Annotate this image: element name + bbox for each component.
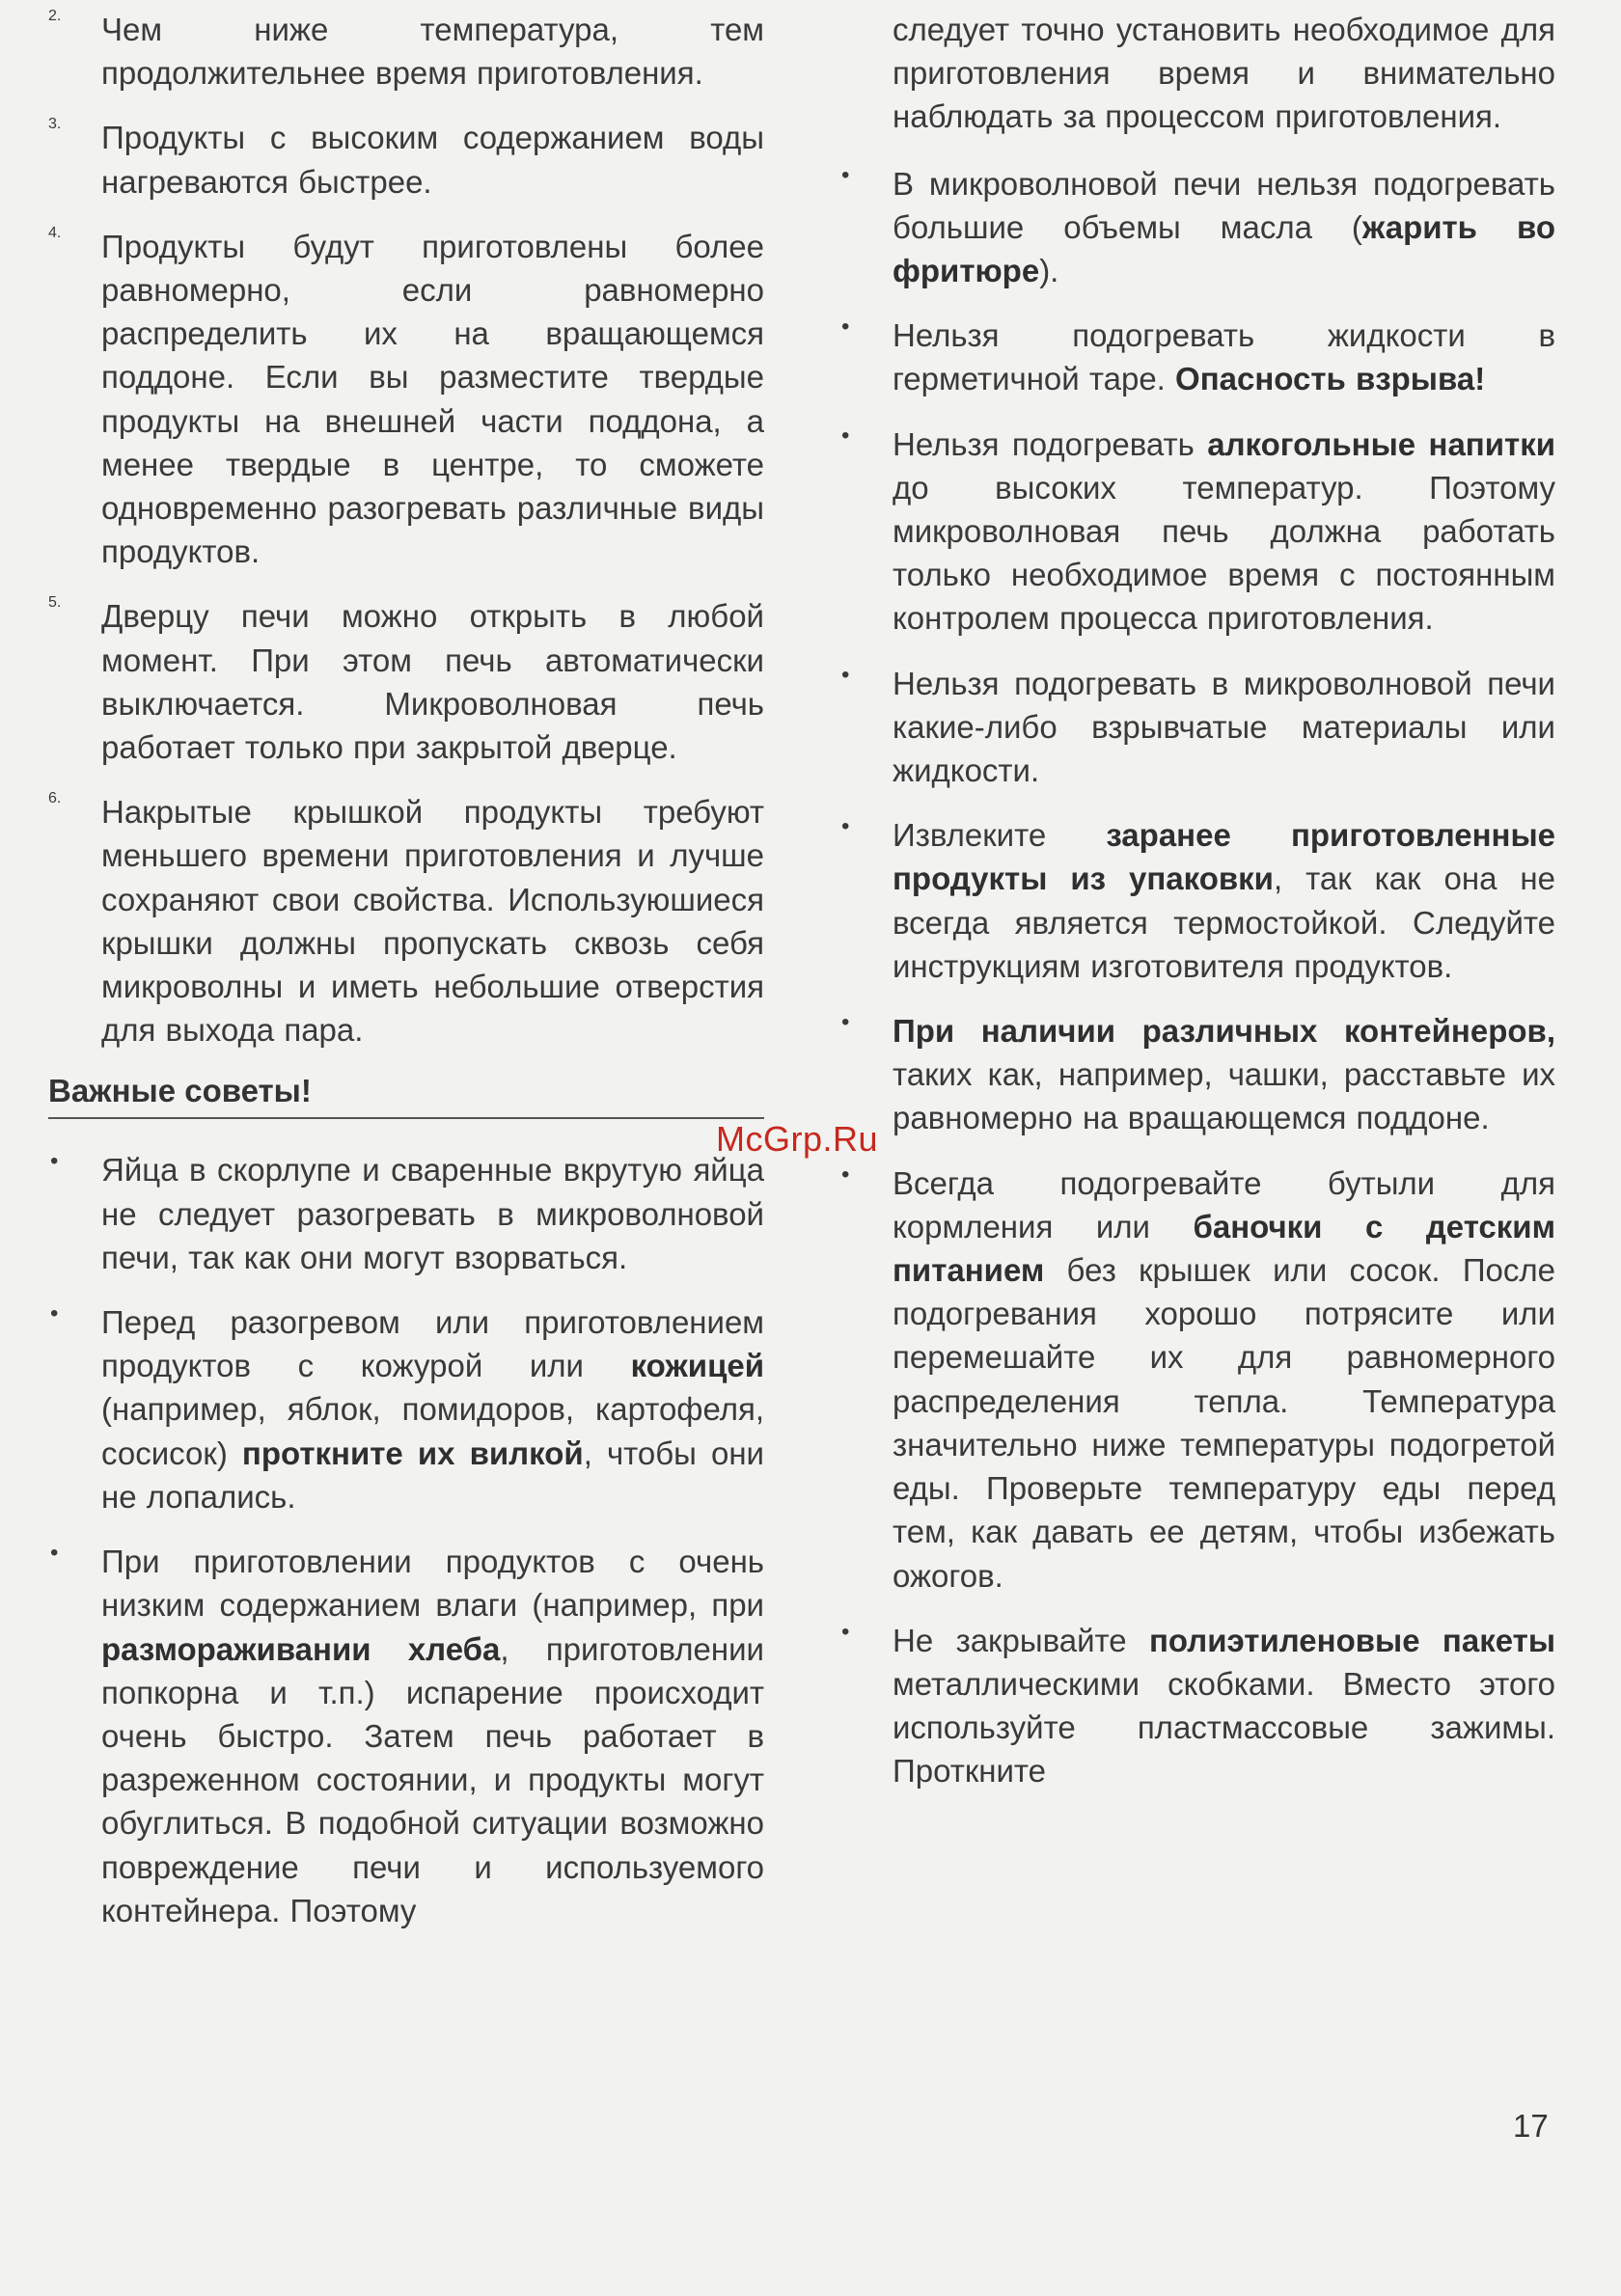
text-run: , приготовлении попкорна и т.п.) испарение происходит очень быстро. Затем печь работает в разреженном состоянии, и продукты могут обуглиться. В подобной ситуации возможно повреждение печи и используемого контейнера. Поэтому (101, 1630, 764, 1928)
item-text: Продукты с высоким содержанием воды нагреваются быстрее. (101, 120, 764, 200)
bullet-icon: • (50, 1300, 59, 1327)
item-text (101, 1300, 764, 1518)
bullet-icon: • (841, 1161, 850, 1188)
bullet-icon: • (841, 661, 850, 688)
bullet-icon: • (841, 1618, 850, 1645)
numbered-item (48, 116, 764, 203)
text-run: до высоких температур. Поэтому микроволновая печь должна работать только необходимое время с постоянным контролем процесса приготовления. (893, 469, 1555, 637)
bullet-item (48, 1300, 764, 1518)
text-run: металлическими скобками. Вместо этого используйте пластмассовые зажимы. Проткните (893, 1665, 1555, 1790)
item-text (893, 1009, 1555, 1140)
item-text: Накрытые крышкой продукты требуют меньшего времени приготовления и лучше сохраняют свои свойства. Используюшиеся крышки должны пропускать сквозь себя микроволны и иметь небольшие отверстия для выхода пара. (101, 794, 764, 1049)
bullet-icon: • (841, 314, 850, 341)
item-text (893, 314, 1555, 400)
item-text (893, 162, 1555, 293)
item-number: 3. (48, 116, 62, 133)
numbered-item (48, 225, 764, 574)
item-text (893, 813, 1555, 988)
bullet-item (839, 813, 1555, 988)
bullet-item (839, 1009, 1555, 1140)
page-number: 17 (1513, 2108, 1549, 2144)
left-column (48, 8, 764, 1954)
bullet-icon: • (841, 422, 850, 449)
numbered-item (48, 594, 764, 769)
emphasis: баночки с детским питанием (893, 1208, 1555, 1289)
continued-paragraph (839, 8, 1555, 139)
bullet-icon: • (841, 813, 850, 840)
text-run: таких как, например, чашки, расставьте их равномерно на вращающемся поддоне. (893, 1056, 1555, 1136)
bullet-item (839, 1162, 1555, 1598)
item-text: Дверцу печи можно открыть в любой момент. При этом печь автоматически выключается. Микроволновая печь работает только при закрытой дверце. (101, 598, 764, 766)
text-run: При приготовлении продуктов с очень низким содержанием влаги (например, при (101, 1544, 764, 1624)
item-number: 2. (48, 8, 62, 24)
bullet-item (839, 314, 1555, 400)
text-run: Извлеките (893, 817, 1107, 854)
bullet-item (48, 1148, 764, 1279)
bullet-item (839, 162, 1555, 293)
text-run: Всегда подогревайте бутыли для кормления или (893, 1164, 1555, 1244)
text-run: В микроволновой печи нельзя подогревать большие объемы масла ( (893, 165, 1555, 245)
emphasis: полиэтиленовые пакеты (1149, 1622, 1555, 1658)
emphasis: проткните их вилкой (241, 1435, 584, 1471)
emphasis: жарить во фритюре (893, 208, 1555, 289)
bullet-item (839, 423, 1555, 641)
bullet-item (839, 1619, 1555, 1793)
numbered-item (48, 790, 764, 1052)
emphasis: При наличии различных контейнеров, (893, 1013, 1555, 1050)
text-run: Нельзя подогревать (893, 425, 1208, 462)
bullet-icon: • (50, 1540, 59, 1567)
bullet-item (48, 1540, 764, 1932)
bullet-icon: • (841, 161, 850, 188)
emphasis: алкогольные напитки (1207, 425, 1555, 462)
text-run: Перед разогревом или приготовлением продуктов с кожурой или (101, 1304, 764, 1384)
item-text (101, 1540, 764, 1932)
text-run: , чтобы они не лопались. (101, 1435, 764, 1515)
item-text: Яйца в скорлупе и сваренные вкрутую яйца не следует разогревать в микроволновой печи, так как они могут взорваться. (101, 1152, 764, 1275)
text-run: (например, яблок, помидоров, картофеля, сосисок) (101, 1391, 764, 1471)
item-text (893, 1162, 1555, 1598)
emphasis: кожицей (630, 1348, 764, 1384)
right-column (839, 8, 1555, 1815)
item-text: Продукты будут приготовлены более равномерно, если равномерно распределить их на вращающемся поддоне. Если вы разместите твердые продукты на внешней части поддона, а менее твердые в центре, то сможете одновременно разогревать различные виды продуктов. (101, 228, 764, 570)
emphasis: Опасность взрыва! (1175, 361, 1486, 397)
text-run: , так как она не всегда является термостойкой. Следуйте инструкциям изготовителя продуктов. (893, 861, 1555, 984)
text-run: без крышек или сосок. После подогревания хорошо потрясите или перемешайте их для равномерного распределения тепла. Температура значительно ниже температуры подогретой еды. Проверьте температуру еды перед тем, как давать ее детям, чтобы избежать ожогов. (893, 1252, 1555, 1594)
emphasis: размораживании хлеба (101, 1630, 501, 1667)
item-text (893, 1619, 1555, 1793)
item-text (893, 423, 1555, 641)
numbered-item (48, 8, 764, 95)
emphasis: заранее приготовленные продукты из упаковки (893, 817, 1555, 897)
item-number: 6. (48, 790, 62, 807)
watermark: McGrp.Ru (716, 1119, 879, 1159)
item-text: Чем ниже температура, тем продолжительнее время приготовления. (101, 12, 764, 92)
item-text: Нельзя подогревать в микроволновой печи какие-либо взрывчатые материалы или жидкости. (893, 665, 1555, 789)
text-run: Нельзя подогревать жидкости в герметичной таре. (893, 317, 1555, 397)
item-number: 5. (48, 594, 62, 612)
item-number: 4. (48, 224, 62, 241)
bullet-icon: • (50, 1148, 59, 1175)
bullet-item (839, 662, 1555, 793)
section-heading: Важные советы! (48, 1073, 764, 1119)
item-text: следует точно установить необходимое для приготовления время и внимательно наблюдать за процессом приготовления. (893, 12, 1555, 135)
bullet-icon: • (841, 1009, 850, 1036)
text-run: Не закрывайте (893, 1622, 1149, 1658)
text-run: ). (1039, 253, 1059, 289)
